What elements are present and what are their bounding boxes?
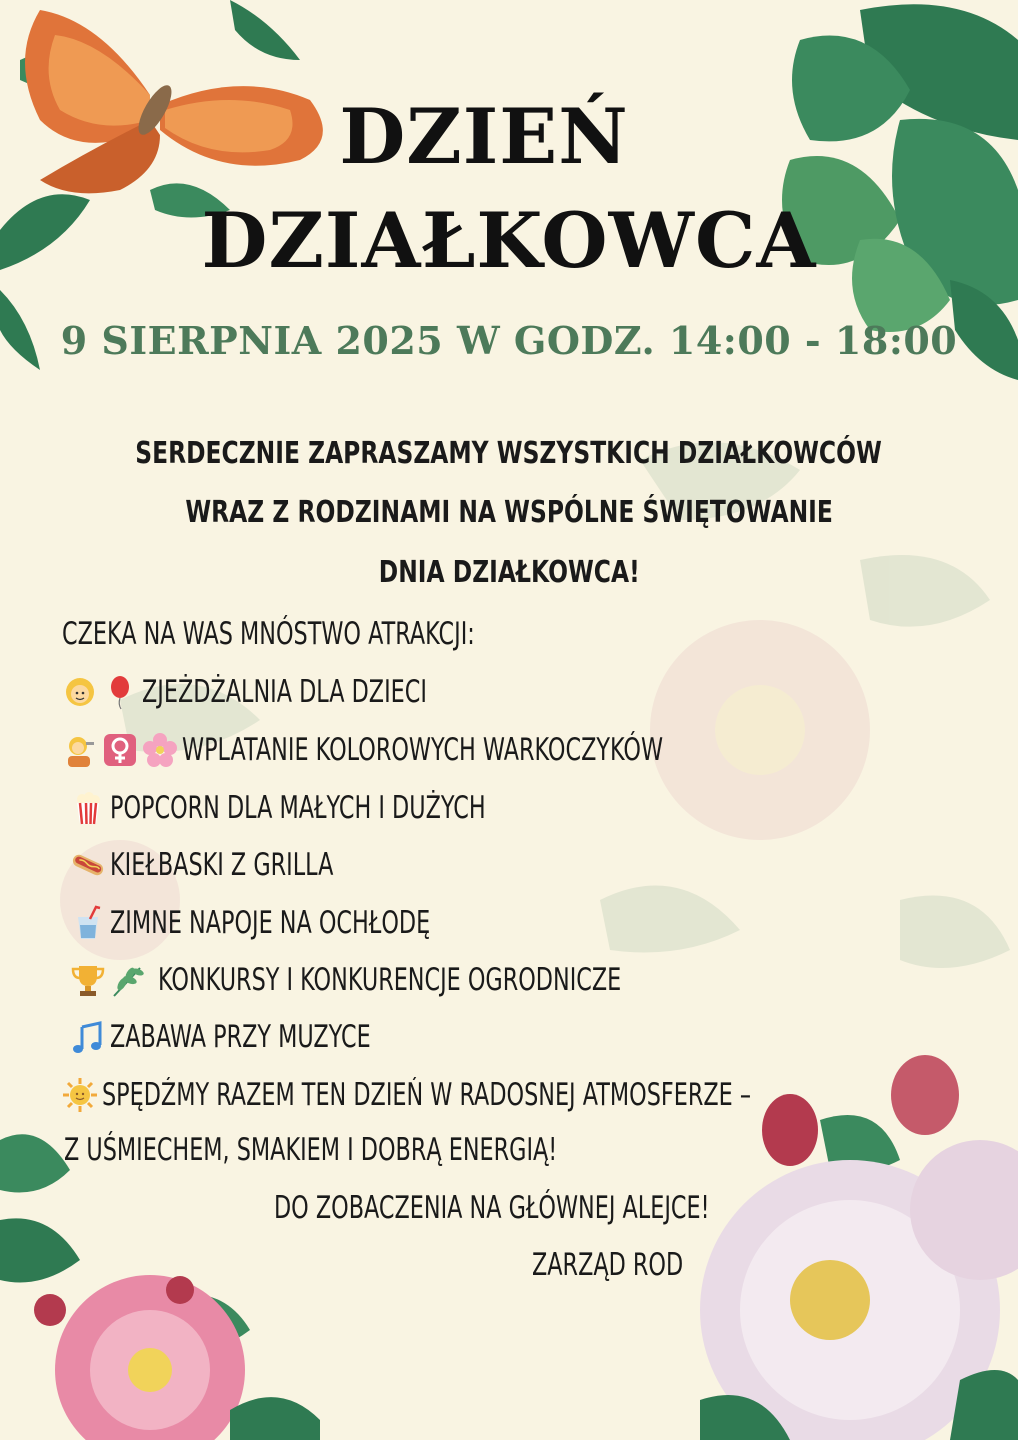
attraction-text: ZABAWA PRZY MUZYCE — [110, 1019, 371, 1055]
attraction-item — [70, 843, 420, 887]
closing-text-1: SPĘDŹMY RAZEM TEN DZIEŃ W RADOSNEJ ATMOSFERZE – — [102, 1077, 752, 1113]
attraction-item — [70, 1015, 472, 1059]
title-line-1: DZIEŃ — [339, 92, 629, 181]
attraction-text: KIEŁBASKI Z GRILLA — [110, 847, 334, 883]
cherry-blossom-icon — [142, 732, 178, 768]
title-line-2: DZIAŁKOWCA — [201, 196, 817, 285]
attraction-text: POPCORN DLA MAŁYCH I DUŻYCH — [110, 790, 486, 826]
herb-icon — [110, 962, 146, 998]
music-notes-icon — [70, 1019, 106, 1055]
attraction-text: WPLATANIE KOLOROWYCH WARKOCZYKÓW — [182, 732, 664, 768]
trophy-icon — [70, 962, 106, 998]
bottom-left-flowers — [0, 1134, 320, 1440]
attractions-intro: CZEKA NA WAS MNÓSTWO ATRAKCJI: — [62, 616, 475, 652]
invitation-line-3: DNIA DZIAŁKOWCA! — [378, 555, 640, 590]
attraction-text: ZIMNE NAPOJE NA OCHŁODĘ — [110, 905, 431, 941]
attraction-text: ZJEŻDŻALNIA DLA DZIECI — [142, 674, 427, 710]
invitation-line-2: WRAZ Z RODZINAMI NA WSPÓLNE ŚWIĘTOWANIE — [185, 495, 833, 530]
attraction-item — [70, 901, 555, 945]
closing-line-1 — [62, 1073, 1003, 1117]
closing-line-2: Z UŚMIECHEM, SMAKIEM I DOBRĄ ENERGIĄ! — [64, 1132, 558, 1168]
closing-line-3: DO ZOBACZENIA NA GŁÓWNEJ ALEJCE! — [274, 1190, 710, 1226]
hairdresser-icon — [62, 732, 98, 768]
popcorn-icon — [70, 790, 106, 826]
sun-icon — [62, 1077, 98, 1113]
hotdog-icon — [70, 847, 106, 883]
attraction-item — [62, 728, 850, 772]
attraction-item — [70, 958, 801, 1002]
female-sign-icon — [102, 732, 138, 768]
attraction-item — [70, 786, 632, 830]
signature: ZARZĄD ROD — [532, 1247, 684, 1283]
event-date: 9 SIERPNIA 2025 W GODZ. 14:00 - 18:00 — [60, 318, 958, 363]
child-icon — [62, 674, 98, 710]
attraction-item — [62, 670, 538, 714]
invitation-line-1: SERDECZNIE ZAPRASZAMY WSZYSTKICH DZIAŁKOWCÓW — [135, 436, 883, 471]
cup-with-straw-icon — [70, 905, 106, 941]
balloon-icon — [102, 674, 138, 710]
attraction-text: KONKURSY I KONKURENCJE OGRODNICZE — [158, 962, 622, 998]
